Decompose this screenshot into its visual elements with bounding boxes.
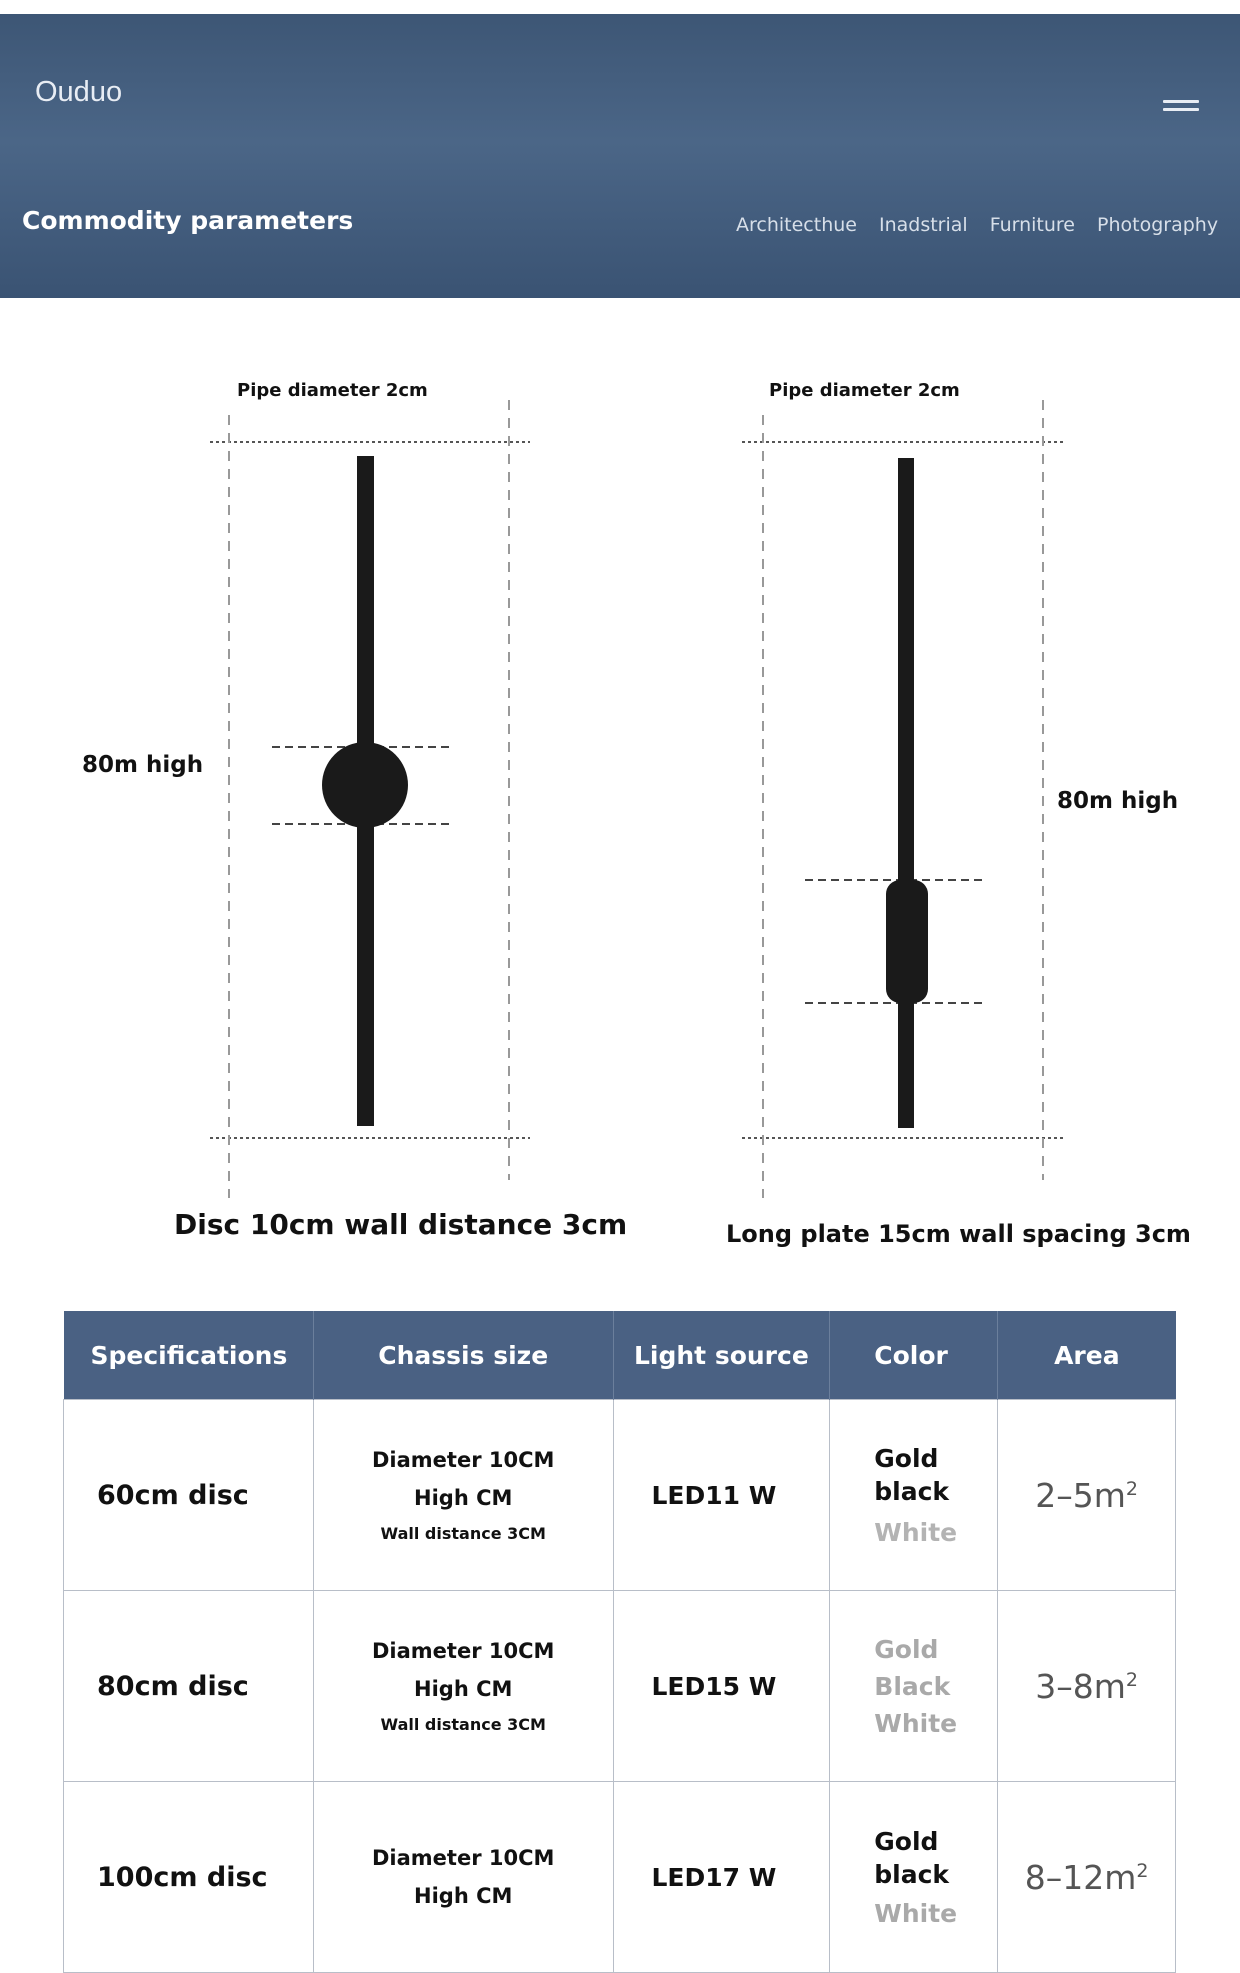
disc-fixture-disc xyxy=(322,742,408,828)
long-plate-fixture-pipe xyxy=(898,458,914,1128)
nav-item-architecture[interactable]: Architecthue xyxy=(736,214,857,236)
chassis-wall-distance: Wall distance 3CM xyxy=(380,1523,546,1543)
color-option: Gold xyxy=(874,1634,939,1664)
table-row xyxy=(64,1400,1176,1591)
spec-cell: 80cm disc xyxy=(64,1591,314,1782)
disc-fixture-drawing xyxy=(210,400,530,1198)
top-nav xyxy=(736,214,1218,236)
chassis-high: High CM xyxy=(414,1676,513,1701)
color-option: black xyxy=(874,1476,950,1506)
page-title: Commodity parameters xyxy=(22,206,354,235)
area-unit-exponent: 2 xyxy=(1125,1477,1138,1500)
spec-table-header xyxy=(64,1311,1176,1400)
chassis-diameter: Diameter 10CM xyxy=(372,1846,555,1870)
right-caption: Long plate 15cm wall spacing 3cm xyxy=(726,1220,1191,1248)
color-cell xyxy=(830,1400,998,1591)
color-option: Gold xyxy=(874,1826,939,1856)
left-caption: Disc 10cm wall distance 3cm xyxy=(174,1208,628,1241)
light-source-cell: LED11 W xyxy=(613,1400,830,1591)
long-plate-fixture-plate xyxy=(886,880,928,1003)
table-row xyxy=(64,1782,1176,1973)
header-area: Area xyxy=(998,1311,1176,1400)
color-cell xyxy=(830,1782,998,1973)
left-pipe-diameter-label: Pipe diameter 2cm xyxy=(237,380,428,401)
area-cell xyxy=(998,1782,1176,1973)
dimension-drawing xyxy=(0,360,1240,1260)
area-unit-exponent: 2 xyxy=(1136,1859,1149,1882)
hamburger-menu-icon[interactable] xyxy=(1163,100,1199,114)
nav-item-furniture[interactable]: Furniture xyxy=(989,214,1075,236)
chassis-diameter: Diameter 10CM xyxy=(372,1447,555,1472)
chassis-wall-distance: Wall distance 3CM xyxy=(380,1714,546,1734)
chassis-cell xyxy=(313,1782,613,1973)
color-option: White xyxy=(874,1898,958,1928)
color-option: Black xyxy=(874,1671,951,1701)
long-plate-fixture-drawing xyxy=(742,400,1065,1198)
header-chassis-size: Chassis size xyxy=(313,1311,613,1400)
right-pipe-diameter-label: Pipe diameter 2cm xyxy=(769,380,960,401)
left-height-label: 80m high xyxy=(82,752,204,778)
header-banner xyxy=(0,14,1240,298)
header-light-source: Light source xyxy=(613,1311,830,1400)
nav-item-industrial[interactable]: Inadstrial xyxy=(878,214,968,236)
spec-cell: 100cm disc xyxy=(64,1782,314,1973)
area-value: 8–12m xyxy=(1024,1857,1137,1897)
color-option: White xyxy=(874,1517,958,1547)
area-value: 2–5m xyxy=(1035,1475,1126,1515)
area-value: 3–8m xyxy=(1035,1666,1126,1706)
right-height-label: 80m high xyxy=(1057,788,1179,814)
light-source-cell: LED15 W xyxy=(613,1591,830,1782)
area-unit-exponent: 2 xyxy=(1125,1668,1138,1691)
area-cell xyxy=(998,1591,1176,1782)
top-border xyxy=(0,0,1240,15)
spec-table xyxy=(63,1311,1176,1973)
dimension-diagrams xyxy=(0,360,1240,1260)
chassis-cell xyxy=(313,1591,613,1782)
color-option: White xyxy=(874,1708,958,1738)
area-cell xyxy=(998,1400,1176,1591)
nav-item-photography[interactable]: Photography xyxy=(1097,214,1219,236)
color-option: black xyxy=(874,1859,950,1889)
table-row xyxy=(64,1591,1176,1782)
chassis-high: High CM xyxy=(414,1485,513,1510)
light-source-cell: LED17 W xyxy=(613,1782,830,1973)
brand-logo[interactable]: Ouduo xyxy=(35,76,123,108)
spec-cell: 60cm disc xyxy=(64,1400,314,1591)
chassis-high: High CM xyxy=(414,1884,513,1908)
chassis-diameter: Diameter 10CM xyxy=(372,1638,555,1663)
color-cell xyxy=(830,1591,998,1782)
chassis-cell xyxy=(313,1400,613,1591)
header-color: Color xyxy=(830,1311,998,1400)
header-specifications: Specifications xyxy=(64,1311,314,1400)
color-option: Gold xyxy=(874,1443,939,1473)
